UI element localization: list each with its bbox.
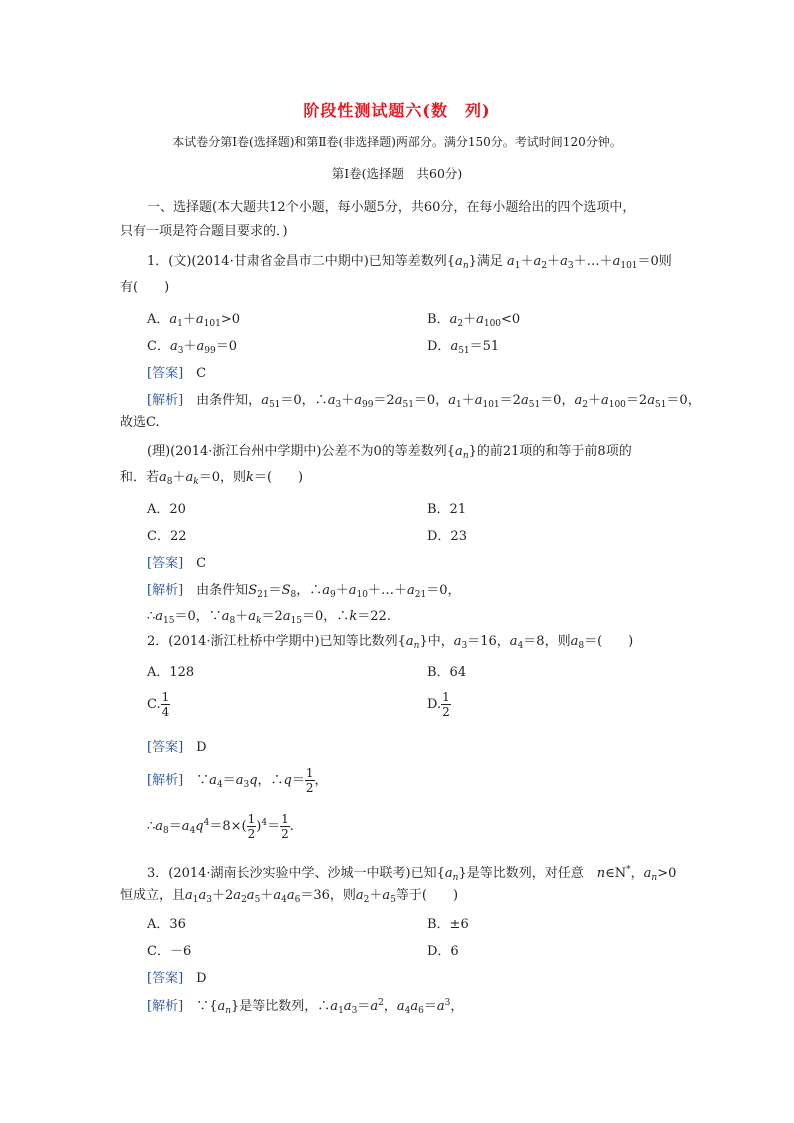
q1-li-stem-line2: 和．若$a_8+a_k=0$，则k＝( ) <box>120 470 304 487</box>
q2-analysis: [解析] $\because a_4=a_3q$，∴q＝ $\frac{1}{2}$ ， <box>147 766 328 795</box>
q1-option-c: C．$a_3+a_{99}=0$ <box>147 339 237 356</box>
q1-li-option-a: A．20 <box>147 502 186 517</box>
q2-option-d: D. $\frac{1}{2}$ <box>427 690 450 719</box>
section-instructions-line2: 只有一项是符合题目要求的．) <box>120 224 288 239</box>
q1-li-option-b: B．21 <box>427 502 467 517</box>
q2-option-c: C. $\frac{1}{4}$ <box>147 690 170 719</box>
q3-stem: 3．(2014·湖南长沙实验中学、沙城一中联考)已知$\{a_n\}$是等比数列，对任意 n∈N*，$a_n>0$ <box>147 865 677 883</box>
q2-analysis-line2: $\therefore a_8=a_4q^4=8\times$( $\frac{1}{2}$ )$^4$＝ $\frac{1}{2}$ . <box>147 812 294 841</box>
q3-answer: [答案] D <box>147 971 207 986</box>
q2-stem: 2．(2014·浙江杜桥中学期中)已知等比数列$\{a_n\}$中，$a_3=16$，$a_4=8$，则$a_8=$( ) <box>147 634 634 651</box>
q1-li-option-c: C．22 <box>147 529 187 544</box>
q3-analysis: [解析] $\because\{a_n\}$是等比数列，$\therefore a_1a_3=a^2$，$a_4a_6=a^3$， <box>147 998 464 1016</box>
q3-option-a: A．36 <box>147 917 186 932</box>
section-subtitle: 第Ⅰ卷(选择题 共60分) <box>331 166 463 181</box>
q1-option-d: D．$a_{51}=51$ <box>427 339 500 356</box>
q1-li-analysis-line2: $\therefore a_{15}=0$，$\because a_8+a_k=2a_{15}=0$，∴k＝22. <box>147 609 391 626</box>
q1-option-a: A．$a_1+a_{101}>0$ <box>147 312 241 329</box>
q1-analysis: [解析] 由条件知，$a_{51}=0$，$\therefore a_3+a_{99}=2a_{51}=0$，$a_1+a_{101}=2a_{51}=0$，$a_2+a_{100}=2a_{51}=0$， <box>147 393 701 410</box>
q3-option-d: D．6 <box>427 944 459 959</box>
q1-analysis-line2: 故选C. <box>120 415 160 430</box>
q1-stem-line2: 有( ) <box>120 280 170 295</box>
page-title: 阶段性测试题六(数 列) <box>303 101 491 120</box>
q3-option-c: C．－6 <box>147 944 192 959</box>
section-instructions-line1: 一、选择题(本大题共12个小题，每小题5分，共60分，在每小题给出的四个选项中， <box>147 200 636 215</box>
q1-li-option-d: D．23 <box>427 529 467 544</box>
q1-answer: [答案] C <box>147 366 207 381</box>
exam-intro: 本试卷分第Ⅰ卷(选择题)和第Ⅱ卷(非选择题)两部分。满分150分。考试时间120分钟。 <box>172 135 622 149</box>
q2-answer: [答案] D <box>147 740 207 755</box>
q1-li-stem: (理)(2014·浙江台州中学期中)公差不为0的等差数列$\{a_n\}$的前21项的和等于前8项的 <box>147 444 632 461</box>
q1-stem: 1．(文)(2014·甘肃省金昌市二中期中)已知等差数列$\{a_n\}$满足 $a_1+a_2+a_3+\dots+a_{101}=0$则 <box>147 254 672 271</box>
q1-option-b: B．$a_2+a_{100}<0$ <box>427 312 521 329</box>
q2-option-b: B．64 <box>427 665 467 680</box>
q1-li-analysis: [解析] 由条件知$S_{21}=S_8$，$\therefore a_9+a_{10}+\dots+a_{21}=0$， <box>147 583 461 600</box>
q3-option-b: B．±6 <box>427 917 469 932</box>
q2-option-a: A．128 <box>147 665 195 680</box>
q3-stem-line2: 恒成立，且$a_1a_3+2a_2a_5+a_4a_6=36$，则$a_2+a_5$等于( ) <box>120 888 459 905</box>
q1-li-answer: [答案] C <box>147 556 207 571</box>
